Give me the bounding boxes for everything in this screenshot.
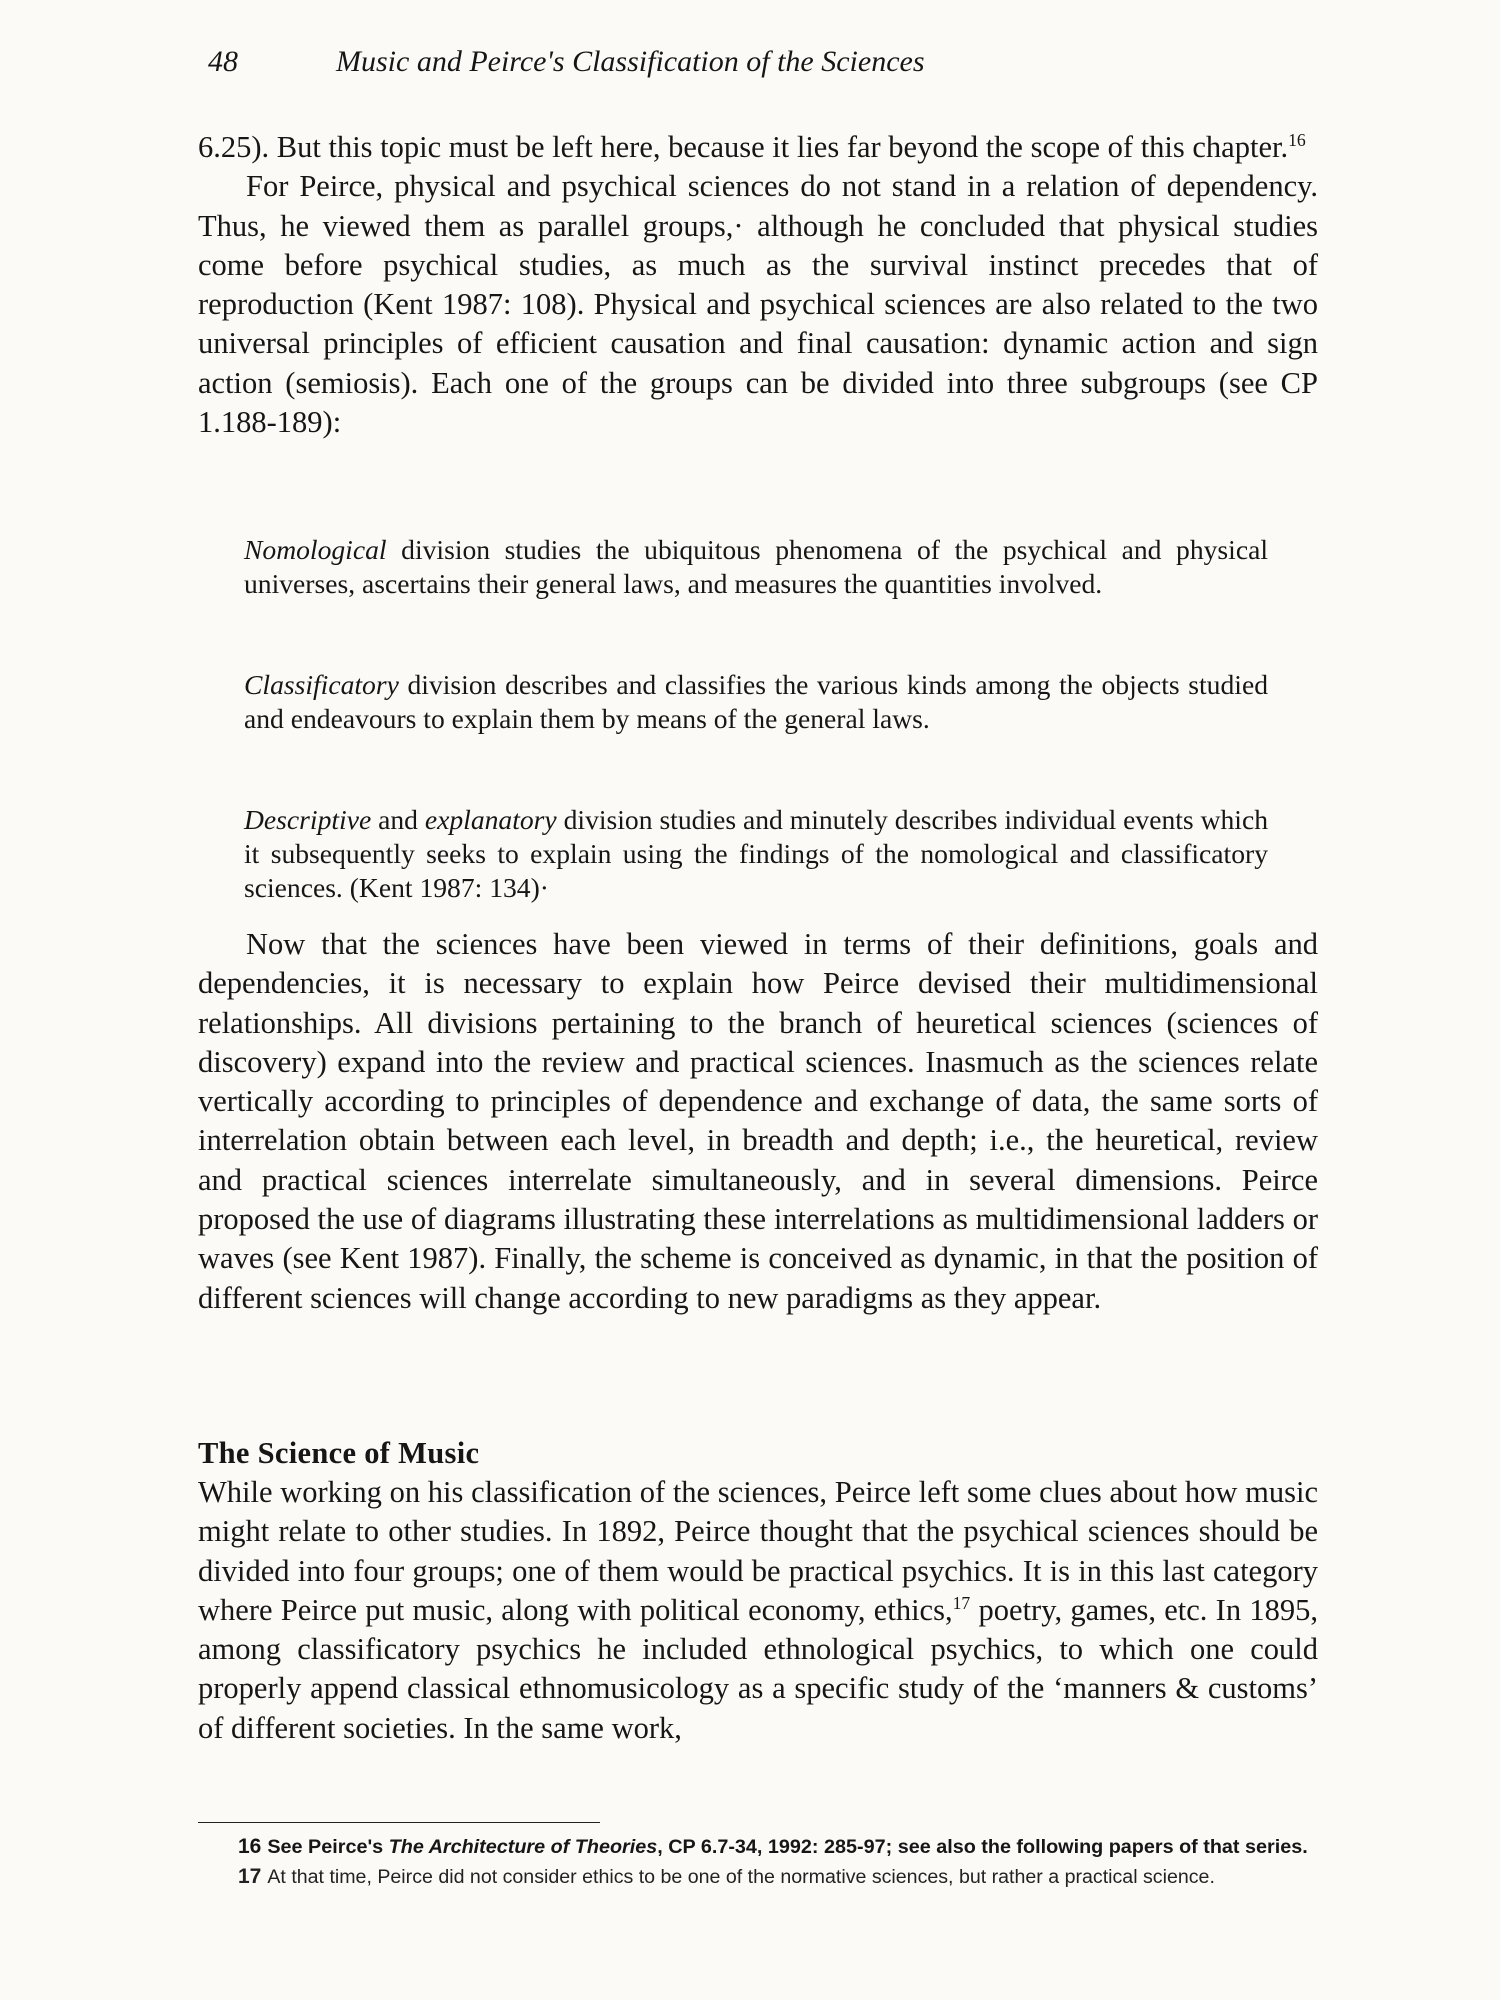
footnote-number: 16 [238,1835,262,1858]
quote-text: division studies the ubiquitous phenomena of the psychical and physical universes, ascertains their general laws, and measures the quantities involved. [244,534,1268,599]
page-number: 48 [208,45,238,78]
footnote-ref-16: 16 [1288,130,1306,151]
footnote-17 [194,1862,1312,1892]
body-block-middle [198,925,1318,1318]
paragraph-text-continued: poetry, games, etc. In 1895, among classificatory psychics he included ethnological psychics, to which one could properly append classical ethnomusicology as a specific study of the ‘manners & customs’ of different societies. In the same work, [198,1592,1318,1745]
block-quote-descriptive [244,803,1268,905]
footnote-divider [198,1822,600,1823]
footnote-text: See Peirce's [267,1836,389,1858]
quote-paragraph [244,668,1268,736]
block-quote-classificatory [244,668,1268,736]
footnotes [194,1832,1312,1892]
block-quote-nomological [244,533,1268,601]
running-header [208,42,1328,82]
quote-text: division describes and classifies the various kinds among the objects studied and endeavours to explain them by means of the general laws. [244,669,1268,734]
term-explanatory: explanatory [424,804,557,835]
body-block-bottom [198,1473,1318,1748]
footnote-16 [194,1832,1312,1862]
footnote-ref-17: 17 [952,1592,971,1613]
paragraph-continued [198,128,1318,167]
footnote-text-continued: , CP 6.7-34, 1992: 285-97; see also the following papers of that series. [657,1836,1308,1858]
paragraph-text: While working on his classification of the sciences, Peirce left some clues about how music might relate to other studies. In 1892, Peirce thought that the psychical sciences should be divided into four groups; one of them would be practical psychics. It is in this last category where Peirce put music, along with political economy, ethics, [198,1475,1318,1627]
paragraph-multidimensional: Now that the sciences have been viewed in terms of their definitions, goals and dependencies, it is necessary to explain how Peirce devised their multidimensional relationships. All divisions pertaining to the branch of heuretical sciences (sciences of discovery) expand into the review and practical sciences. Inasmuch as the sciences relate vertically according to principles of dependence and exchange of data, the same sorts of interrelation obtain between each level, in breadth and depth; i.e., the heuretical, review and practical sciences interrelate simultaneously, and in several dimensions. Peirce proposed the use of diagrams illustrating these interrelations as multidimensional ladders or waves (see Kent 1987). Finally, the scheme is conceived as dynamic, in that the position of different sciences will change according to new paradigms as they appear. [198,927,1318,1315]
section-heading: The Science of Music [198,1436,480,1470]
paragraph-text: 6.25). But this topic must be left here, because it lies far beyond the scope of this chapter. [198,130,1289,164]
paragraph-physical-psychical: For Peirce, physical and psychical sciences do not stand in a relation of dependency. Thus, he viewed them as parallel groups,· although he concluded that physical studies come before psychical studies, as much as the survival instinct precedes that of reproduction (Kent 1987: 108). Physical and psychical sciences are also related to the two universal principles of efficient causation and final causation: dynamic action and sign action (semiosis). Each one of the groups can be divided into three subgroups (see CP 1.188-189): [198,169,1318,440]
footnote-number: 17 [238,1865,262,1888]
quote-paragraph [244,803,1268,905]
quote-paragraph [244,533,1268,601]
term-classificatory: Classificatory [244,669,399,700]
term-nomological: Nomological [244,534,387,565]
footnote-title: The Architecture of Theories [388,1836,658,1858]
running-title: Music and Peirce's Classification of the Sciences [336,45,925,78]
quote-conjunction: and [371,804,425,835]
paragraph-science-of-music [198,1473,1318,1748]
footnote-text: At that time, Peirce did not consider ethics to be one of the normative sciences, but rather a practical science. [267,1866,1215,1888]
body-block-top [198,128,1318,442]
quote-text: division studies and minutely describes individual events which it subsequently seeks to explain using the findings of the nomological and classificatory sciences. (Kent 1987: 134)· [244,804,1268,903]
term-descriptive: Descriptive [244,804,372,835]
